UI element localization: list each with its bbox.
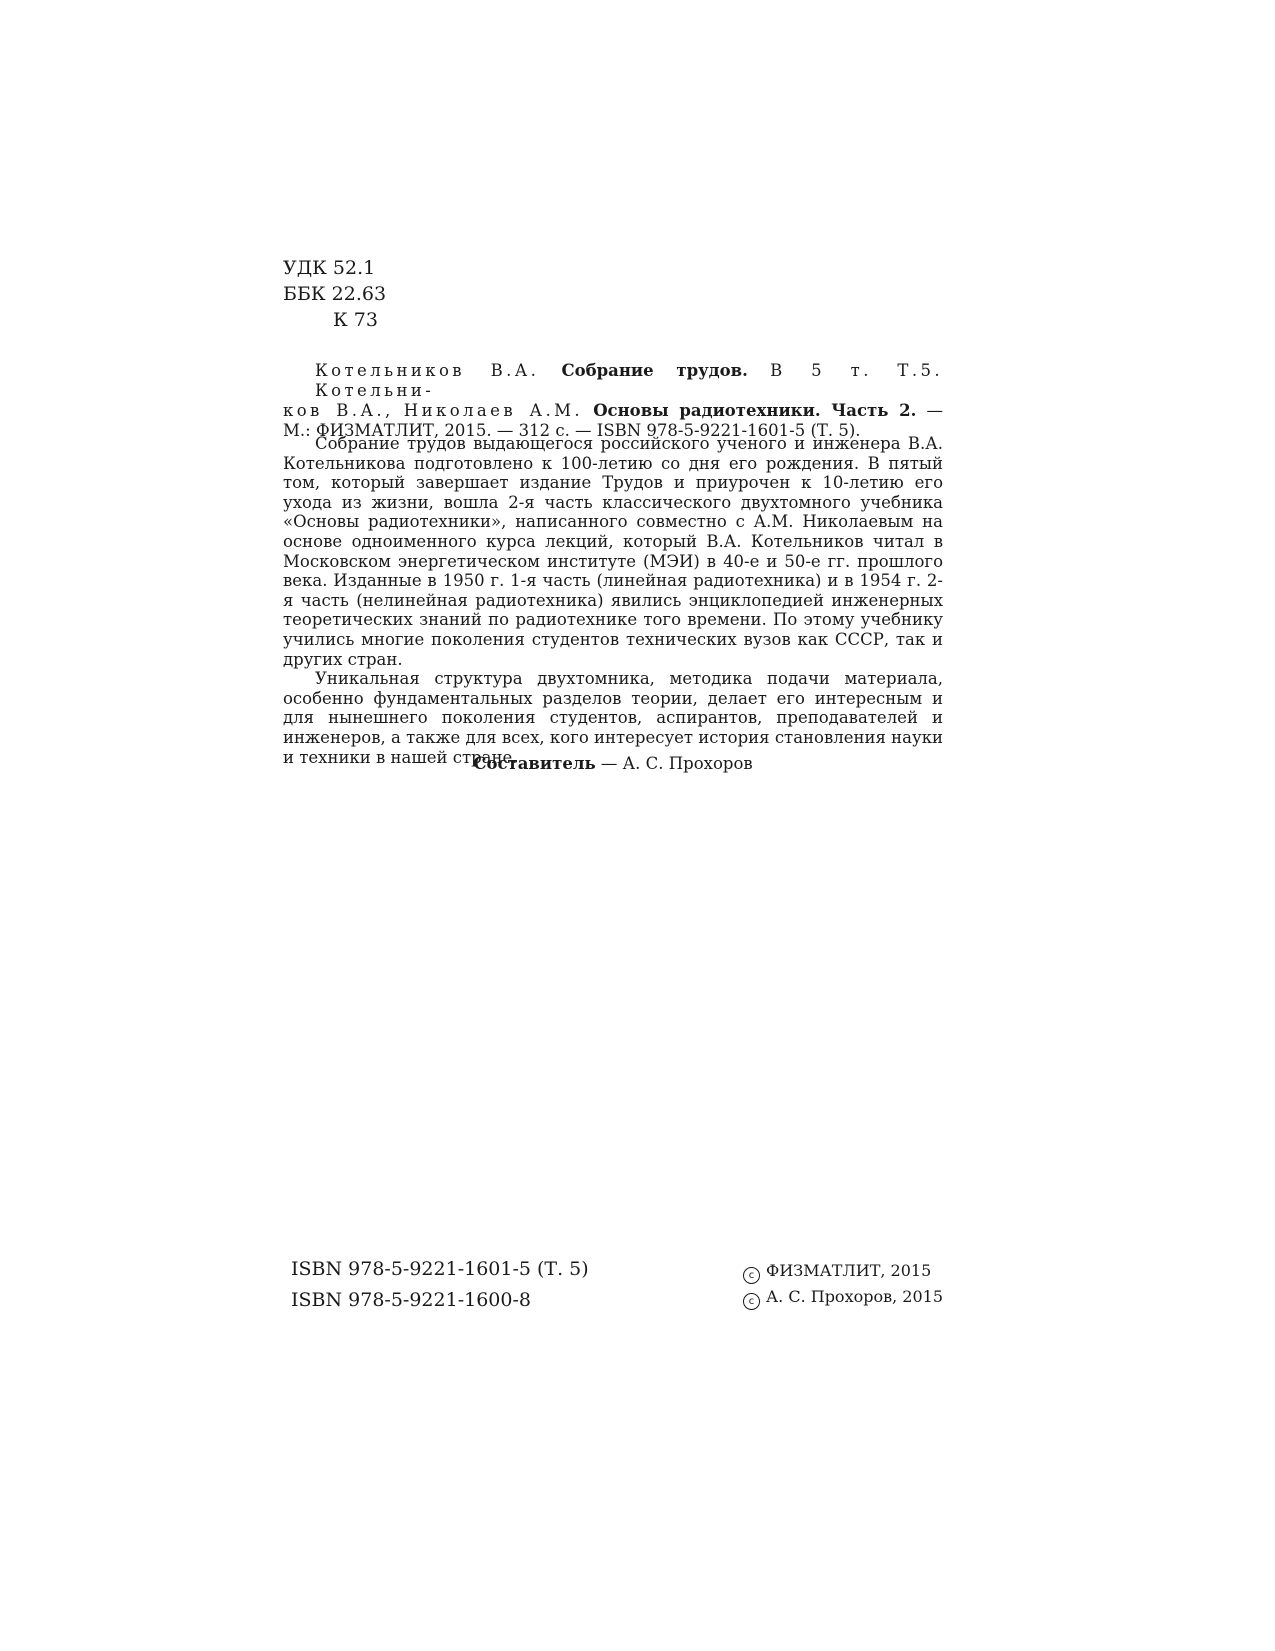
author-repeat-part2: ков В.А., xyxy=(283,401,394,420)
copyright-compiler: А. С. Прохоров, 2015 xyxy=(766,1287,943,1306)
copyright-publisher-row xyxy=(743,1258,943,1284)
publication-line: М.: ФИЗМАТЛИТ, 2015. — 312 с. — ISBN 978-5-9221-1601-5 (Т. 5). xyxy=(283,421,861,440)
classification-codes xyxy=(283,255,386,333)
udk-code: УДК 52.1 xyxy=(283,257,376,279)
author-sign: К 73 xyxy=(333,309,378,331)
isbn-volume: ISBN 978-5-9221-1601-5 (Т. 5) xyxy=(291,1258,589,1280)
abstract-paragraph-1: Собрание трудов выдающегося российского ученого и инженера В.А. Котельникова подготовлено к 100-летию со дня его рождения. В пятый том, который завершает издание Трудов и приурочен к 10-летию его ухода из жизни, вошла 2-я часть классического двухтомного учебника «Основы радиотехники», написанного совместно с А.М. Николаевым на основе одноименного курса лекций, который В.А. Котельников читал в Московском энергетическом институте (МЭИ) в 40-е и 50-е гг. прошлого века. Изданные в 1950 г. 1-я часть (линейная радиотехника) и в 1954 г. 2-я часть (нелинейная радиотехника) явились энциклопедией инженерных теоретических знаний по радиотехнике того времени. По этому учебнику учились многие поколения студентов технических вузов как СССР, так и других стран. xyxy=(283,434,943,669)
copyright-icon: c xyxy=(743,1267,760,1284)
isbn-block xyxy=(291,1254,589,1316)
compiler-label: Составитель xyxy=(473,754,596,773)
book-title: Основы радиотехники. Часть 2. xyxy=(593,401,917,420)
author-repeat-part1: Котельни- xyxy=(315,381,435,400)
copyright-compiler-row xyxy=(743,1284,943,1310)
abstract xyxy=(283,434,943,767)
bibliographic-description xyxy=(283,361,943,441)
title-dash: — xyxy=(926,401,943,420)
abstract-paragraph-2: Уникальная структура двухтомника, методика подачи материала, особенно фундаментальных разделов теории, делает его интересным и для нынешнего поколения студентов, аспирантов, преподавателей и инженеров, а также для всех, кого интересует история становления науки и техники в нашей стране. xyxy=(283,669,943,767)
copyright-icon: c xyxy=(743,1293,760,1310)
compiler-name: А. С. Прохоров xyxy=(622,754,753,773)
coauthor: Николаев А.М. xyxy=(403,401,584,420)
collection-title: Собрание трудов. xyxy=(561,361,748,380)
compiler-separator: — xyxy=(595,754,623,773)
copyright-publisher: ФИЗМАТЛИТ, 2015 xyxy=(766,1261,932,1280)
bbk-code: ББК 22.63 xyxy=(283,283,387,305)
main-author: Котельников В.А. xyxy=(315,361,540,380)
volume-info: В 5 т. Т.5. xyxy=(770,361,944,380)
biblio-line-1 xyxy=(283,361,943,401)
isbn-set: ISBN 978-5-9221-1600-8 xyxy=(291,1289,531,1311)
biblio-line-2 xyxy=(283,401,943,421)
compiler-credit xyxy=(283,753,943,775)
copyright-block xyxy=(743,1258,943,1310)
